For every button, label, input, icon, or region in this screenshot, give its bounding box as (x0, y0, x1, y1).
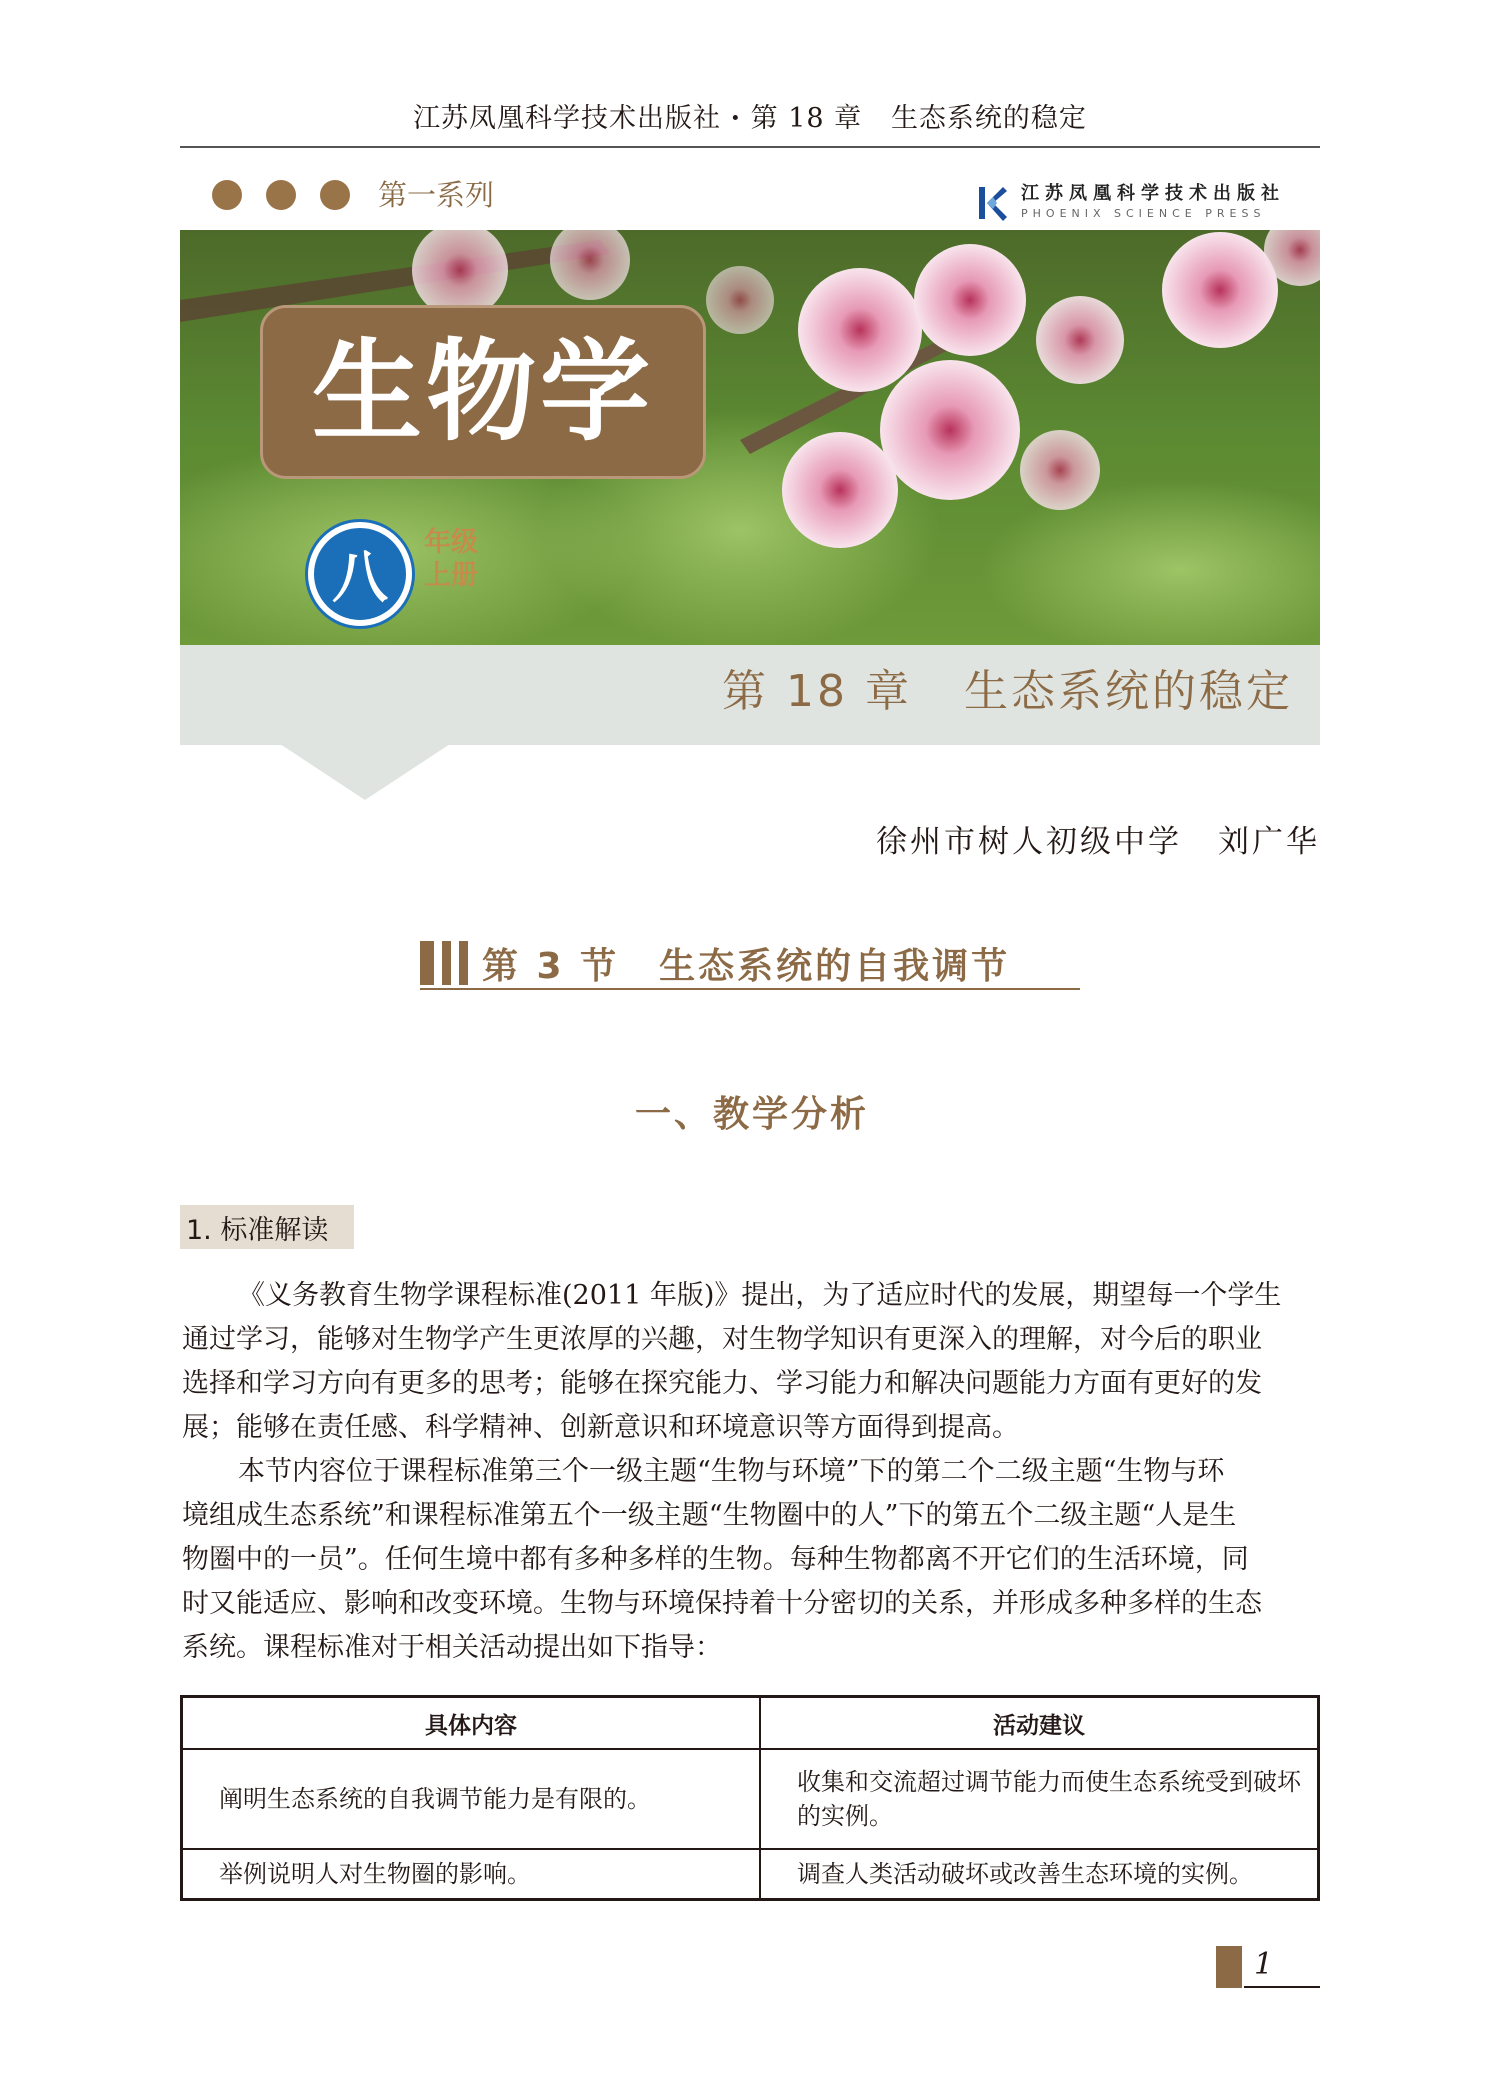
author-school: 徐州市树人初级中学 (876, 824, 1182, 860)
table-header-content: 具体内容 (182, 1697, 761, 1750)
running-header-separator: · (730, 103, 742, 134)
series-dot (212, 180, 242, 210)
publisher-name-english: PHOENIX SCIENCE PRESS (1021, 207, 1266, 220)
publisher-logo (977, 183, 1285, 225)
sub-heading-text: 1. 标准解读 (186, 1214, 329, 1246)
chapter-band-pointer (280, 744, 450, 800)
table-cell-activity: 调查人类活动破坏或改善生态环境的实例。 (760, 1849, 1319, 1900)
paragraph-line: 物圈中的一员”。任何生境中都有多种多样的生物。每种生物都离不开它们的生活环境，同 (182, 1544, 1249, 1575)
paragraph-line: 通过学习，能够对生物学产生更浓厚的兴趣，对生物学知识有更深入的理解，对今后的职业 (182, 1324, 1262, 1355)
author-line (876, 820, 1320, 864)
page-number-rule (1244, 1986, 1320, 1988)
running-header-publisher: 江苏凤凰科学技术出版社 (413, 103, 722, 134)
grade-label-line2: 上册 (424, 560, 478, 591)
textbook-title: 生物学 (312, 328, 654, 456)
chapter-heading (722, 660, 1293, 724)
page-number: 1 (1254, 1947, 1274, 1982)
section-heading (420, 938, 1010, 988)
running-header-chapter: 第 18 章 (750, 103, 863, 134)
grade-label-line1: 年级 (424, 527, 478, 558)
grade-label (424, 526, 478, 592)
section-number: 第 3 节 (482, 945, 620, 987)
paragraph-2 (182, 1450, 1320, 1670)
page-number-tab (1216, 1946, 1242, 1988)
section-underline (420, 988, 1080, 990)
series-dot (320, 180, 350, 210)
paragraph-line: 境组成生态系统”和课程标准第五个一级主题“生物圈中的人”下的第五个二级主题“人是生 (182, 1500, 1237, 1531)
table-cell-content: 举例说明人对生物圈的影响。 (182, 1849, 761, 1900)
chapter-title: 生态系统的稳定 (963, 666, 1293, 717)
section-bar (459, 941, 468, 985)
publisher-logo-icon (977, 183, 1007, 223)
publisher-name: 江苏凤凰科学技术出版社 (1021, 183, 1285, 204)
author-name: 刘广华 (1218, 824, 1320, 860)
paragraph-line: 选择和学习方向有更多的思考；能够在探究能力、学习能力和解决问题能力方面有更好的发 (182, 1368, 1262, 1399)
paragraph-line: 展；能够在责任感、科学精神、创新意识和环境意识等方面得到提高。 (182, 1412, 1019, 1443)
header-divider (180, 146, 1320, 148)
standards-table (180, 1695, 1320, 1901)
cover-banner (180, 230, 1320, 645)
paragraph-line: 时又能适应、影响和改变环境。生物与环境保持着十分密切的关系，并形成多种多样的生态 (182, 1588, 1262, 1619)
running-header-chapter-title: 生态系统的稳定 (890, 103, 1087, 134)
paragraph-1 (182, 1274, 1320, 1450)
part-heading: 一、教学分析 (634, 1094, 869, 1135)
section-bar (442, 941, 451, 985)
section-bar (420, 941, 434, 985)
series-dots (212, 180, 374, 210)
paragraph-line: 《义务教育生物学课程标准(2011 年版)》提出，为了适应时代的发展，期望每一个学生 (238, 1280, 1282, 1311)
section-title-text (482, 938, 1010, 989)
textbook-title-box (260, 305, 706, 479)
table-row (182, 1849, 1319, 1900)
table-cell-content: 阐明生态系统的自我调节能力是有限的。 (182, 1749, 761, 1849)
sub-heading (180, 1205, 354, 1249)
paragraph-line: 系统。课程标准对于相关活动提出如下指导： (182, 1632, 722, 1663)
section-title: 生态系统的自我调节 (659, 945, 1011, 987)
table-row (182, 1749, 1319, 1849)
table-header-row (182, 1697, 1319, 1750)
grade-badge: 八 (308, 522, 412, 626)
table-header-activity: 活动建议 (760, 1697, 1319, 1750)
series-dot (266, 180, 296, 210)
paragraph-line: 本节内容位于课程标准第三个一级主题“生物与环境”下的第二个二级主题“生物与环 (238, 1456, 1225, 1487)
chapter-number: 第 18 章 (722, 666, 912, 717)
running-header (180, 96, 1320, 142)
table-cell-activity: 收集和交流超过调节能力而使生态系统受到破坏的实例。 (760, 1749, 1319, 1849)
series-label: 第一系列 (378, 178, 495, 212)
